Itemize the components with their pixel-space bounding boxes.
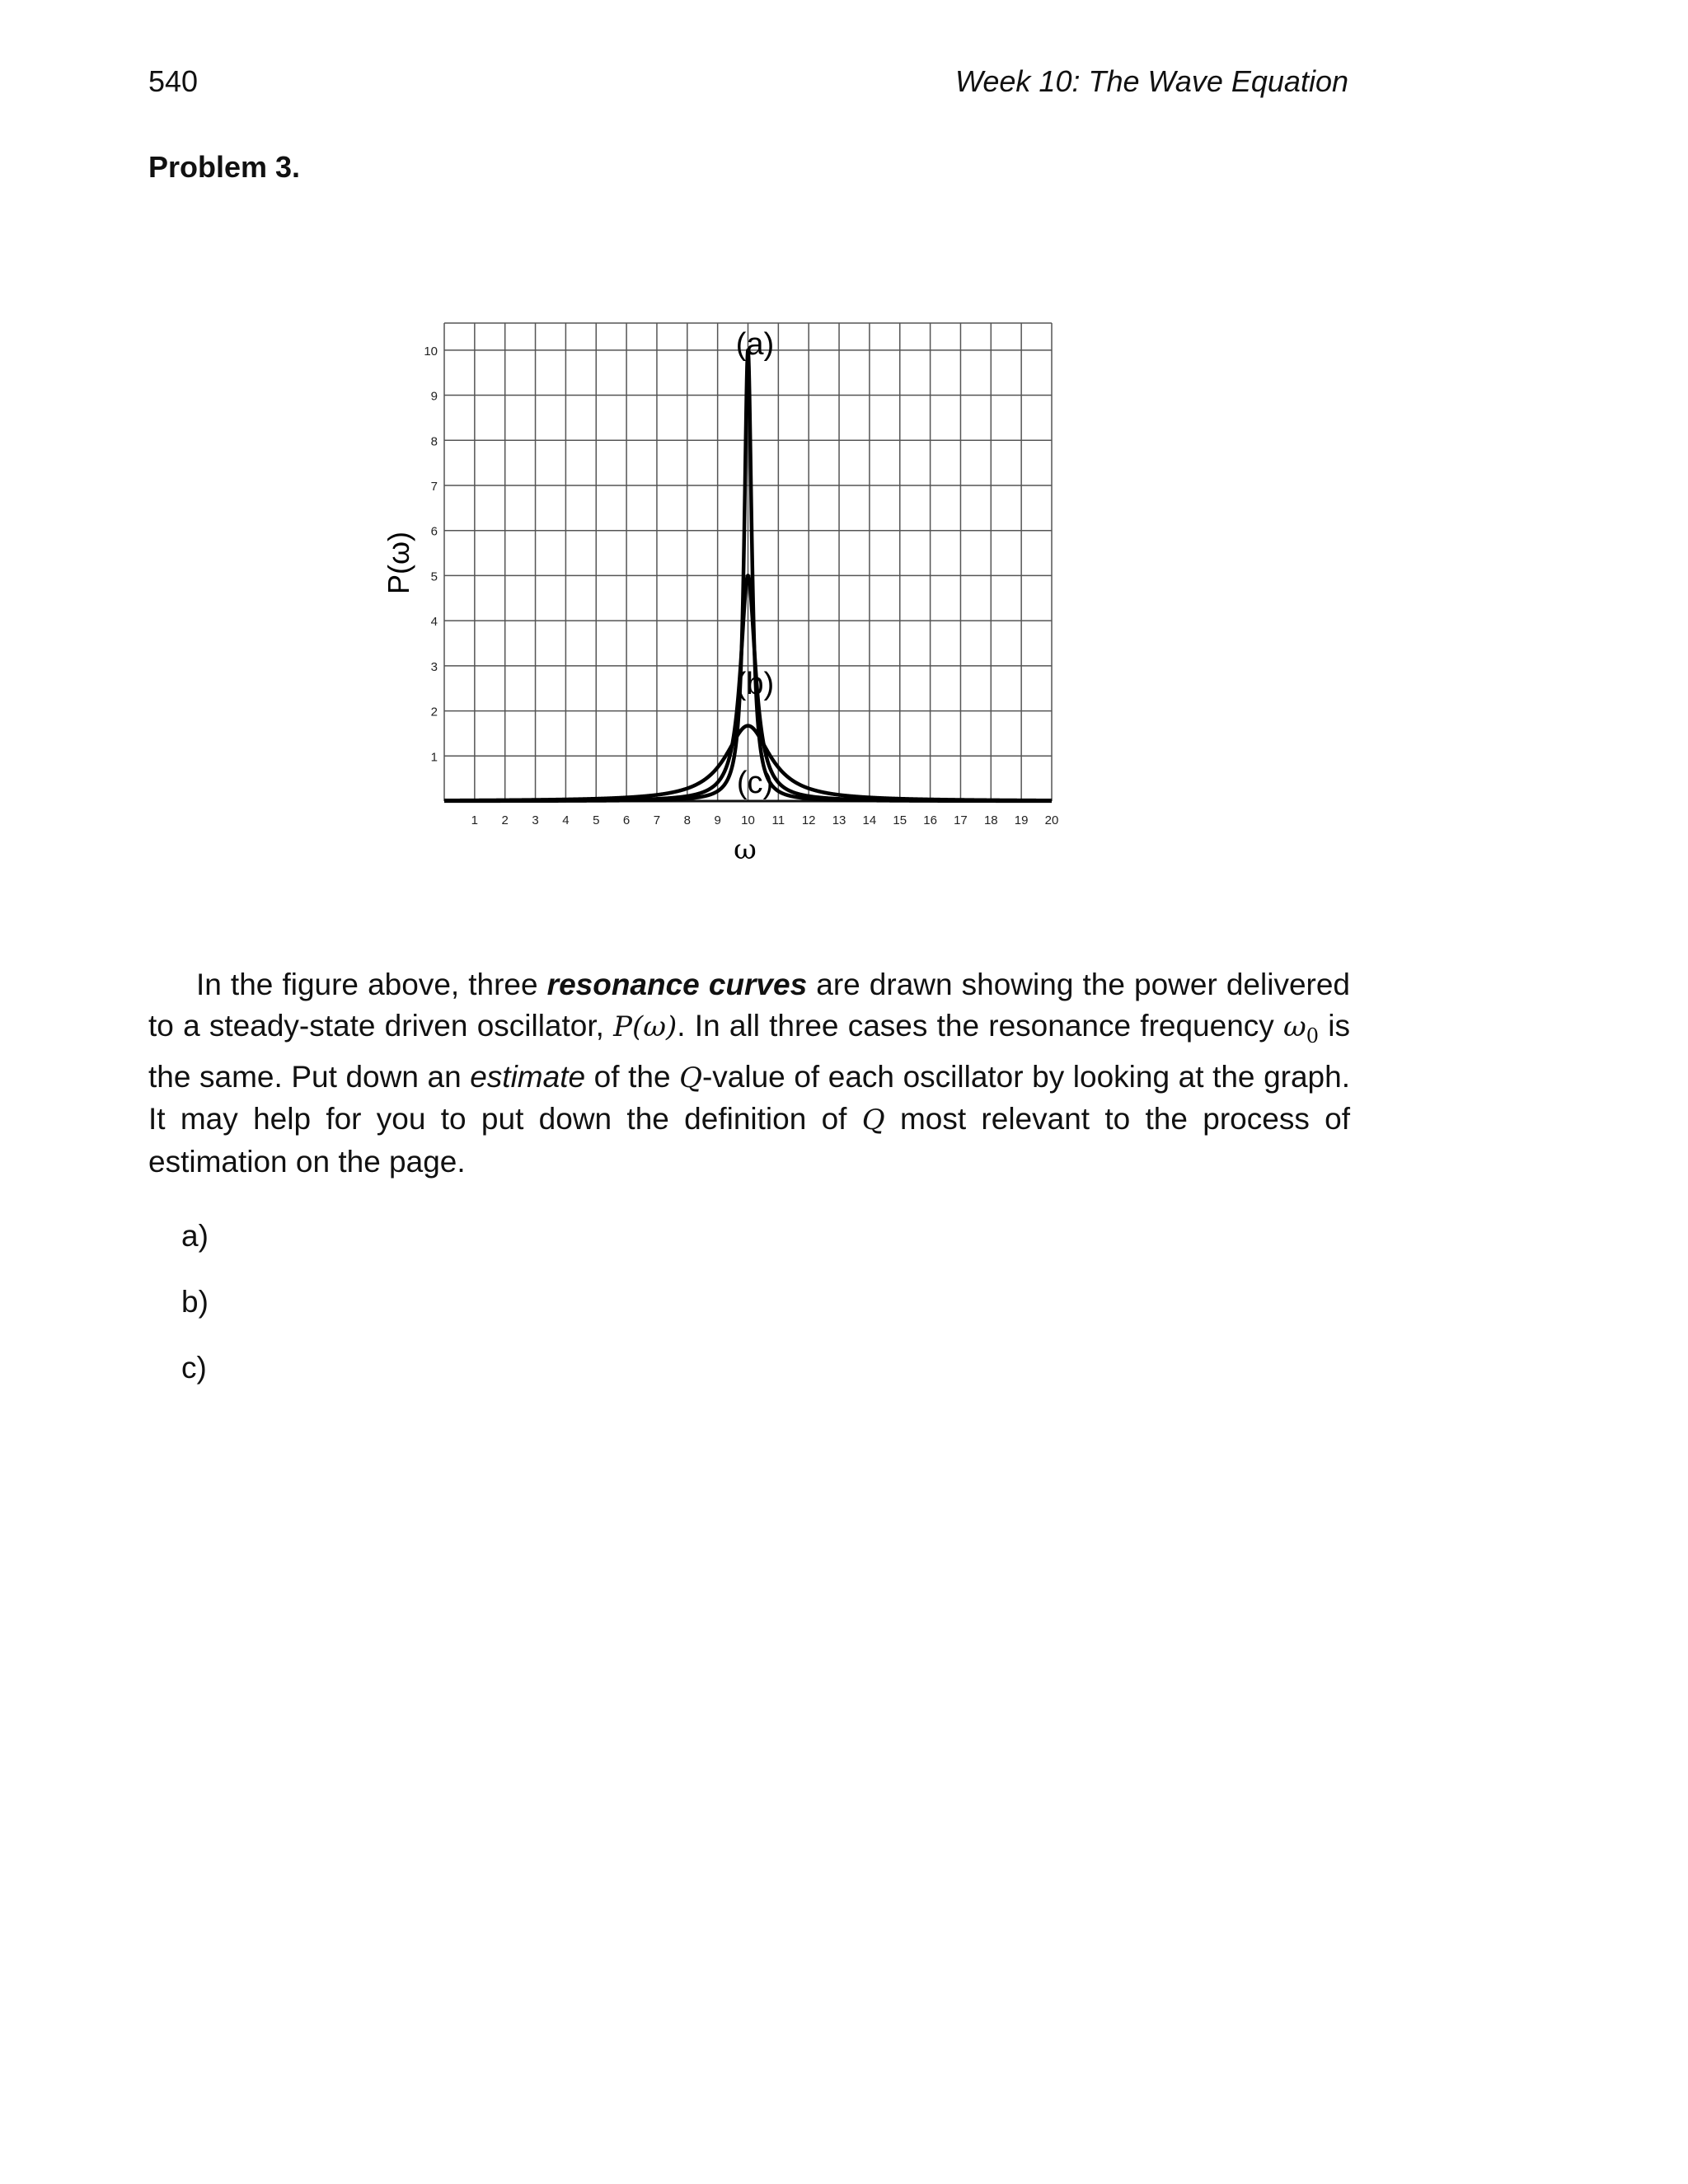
- term-estimate: estimate: [470, 1059, 586, 1094]
- x-tick-label: 4: [562, 813, 570, 827]
- y-axis-label: P(ω): [382, 531, 415, 595]
- x-tick-label: 10: [741, 813, 755, 827]
- answer-a: a): [181, 1219, 209, 1253]
- x-tick-label: 13: [832, 813, 846, 827]
- x-tick-labels: [471, 813, 1059, 827]
- y-tick-label: 3: [430, 659, 438, 674]
- text-run: -value of each oscillator by looking at the graph. It may help for you to put down the definition of: [148, 1059, 1350, 1137]
- x-tick-label: 2: [501, 813, 509, 827]
- answer-c: c): [181, 1351, 207, 1385]
- y-tick-labels: [424, 344, 438, 764]
- omega-symbol: ω: [1283, 1010, 1306, 1043]
- x-tick-label: 8: [683, 813, 691, 827]
- math-omega-0: [1283, 1010, 1320, 1047]
- text-run: . In all three cases the resonance frequency: [677, 1008, 1284, 1043]
- series-label: (b): [735, 667, 775, 701]
- problem-title: Problem 3.: [148, 150, 301, 184]
- running-title: Week 10: The Wave Equation: [955, 64, 1348, 98]
- x-tick-label: 11: [771, 813, 785, 827]
- x-tick-label: 7: [653, 813, 661, 827]
- y-tick-label: 7: [430, 479, 438, 494]
- x-tick-label: 19: [1014, 813, 1029, 827]
- series-label: (a): [735, 327, 775, 362]
- math-q: Q: [679, 1061, 702, 1094]
- x-tick-label: 16: [923, 813, 937, 827]
- x-tick-label: 14: [862, 813, 877, 827]
- y-tick-label: 9: [430, 389, 438, 404]
- x-tick-label: 1: [471, 813, 479, 827]
- page-number: 540: [148, 64, 199, 98]
- x-tick-label: 17: [954, 813, 968, 827]
- x-tick-label: 12: [801, 813, 816, 827]
- x-axis-label: ω: [734, 833, 757, 866]
- y-tick-label: 5: [430, 569, 438, 584]
- x-tick-label: 6: [622, 813, 631, 827]
- x-tick-label: 15: [893, 813, 907, 827]
- y-tick-label: 6: [430, 524, 438, 539]
- x-tick-label: 20: [1044, 813, 1059, 827]
- omega-subscript: 0: [1306, 1024, 1320, 1047]
- math-p-omega: P(ω): [613, 1010, 678, 1043]
- y-tick-label: 10: [424, 344, 438, 359]
- problem-paragraph: [148, 964, 1350, 1182]
- y-tick-label: 2: [430, 705, 438, 719]
- text-run: In the figure above, three: [196, 968, 547, 1001]
- x-tick-label: 18: [983, 813, 998, 827]
- answer-b: b): [181, 1285, 209, 1319]
- text-run: most relevant to the process of estimation on the page.: [148, 1102, 1350, 1179]
- y-tick-label: 4: [430, 615, 438, 630]
- x-tick-label: 3: [532, 813, 539, 827]
- answer-list: [181, 1203, 209, 1401]
- x-tick-label: 5: [593, 813, 600, 827]
- series-label: (c): [736, 766, 774, 800]
- text-run: of the: [585, 1059, 680, 1094]
- y-tick-label: 1: [430, 750, 438, 765]
- x-tick-label: 9: [714, 813, 721, 827]
- y-tick-label: 8: [430, 434, 438, 449]
- resonance-chart: [0, 0, 1688, 907]
- text-run: is the same. Put down an: [148, 1008, 1350, 1094]
- text-run: are drawn showing the power delivered to a steady-state driven oscillator,: [148, 968, 1350, 1043]
- term-resonance-curves: resonance curves: [546, 968, 808, 1001]
- math-q: Q: [861, 1104, 885, 1137]
